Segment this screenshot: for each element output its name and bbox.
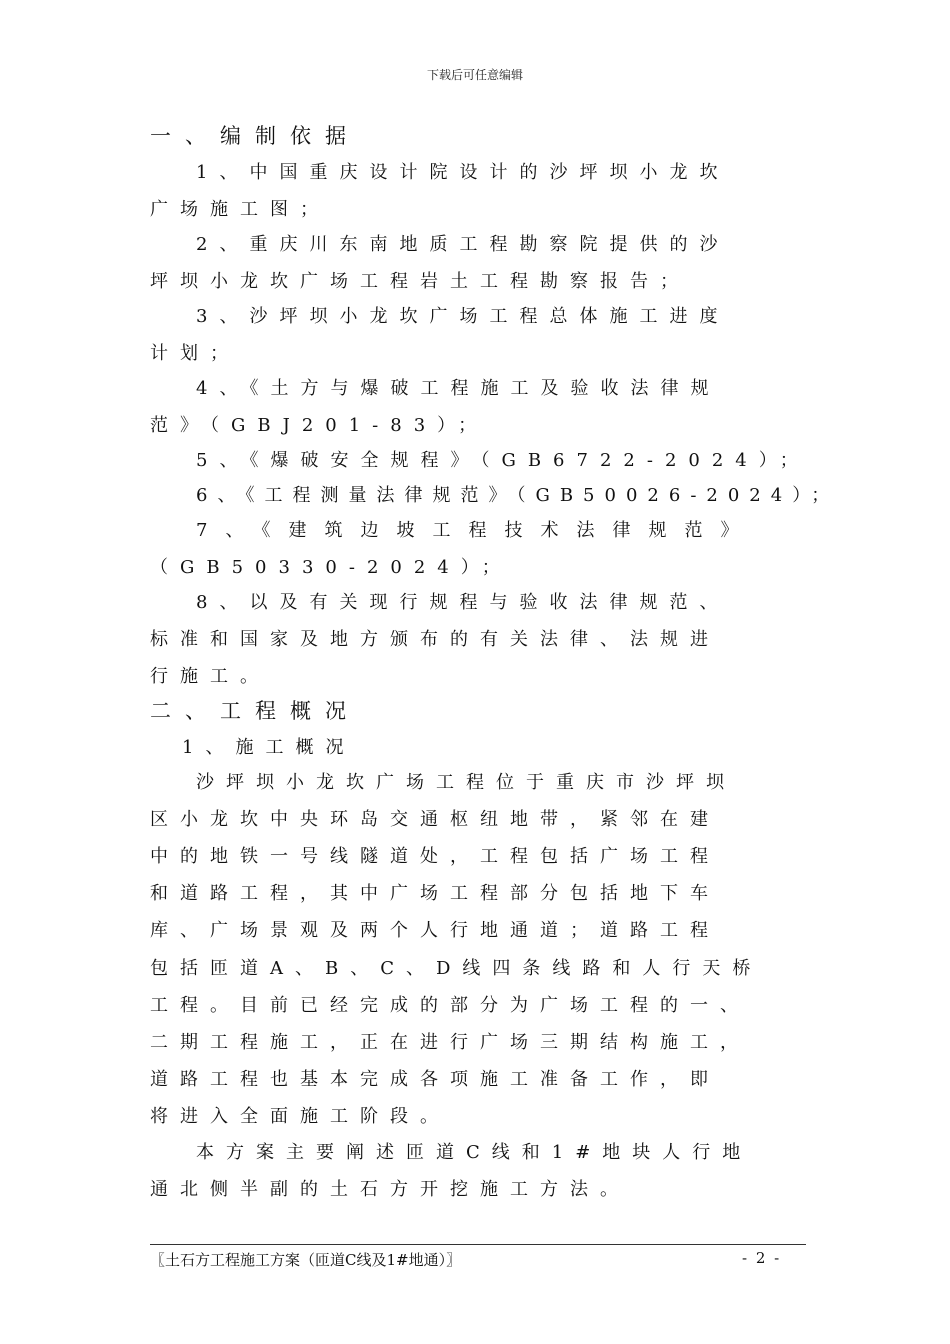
paragraph-line: （GB50330-2024）； bbox=[150, 557, 512, 578]
paragraph-line: 广场施工图； bbox=[150, 199, 330, 220]
paragraph-line: 道路工程也基本完成各项施工准备工作，即 bbox=[150, 1069, 720, 1090]
paragraph-line: 6、《工程测量法律规范》（GB50026-2024）； bbox=[196, 485, 840, 506]
paragraph-line: 库、广场景观及两个人行地通道；道路工程 bbox=[150, 920, 720, 941]
footer-title: 〖土石方工程施工方案（匝道C线及1#地通）〗 bbox=[150, 1251, 462, 1269]
section-heading: 一、编制依据 bbox=[150, 124, 360, 148]
paragraph-line: 范》（GBJ201-83）； bbox=[150, 415, 489, 436]
paragraph-line: 5、《爆破安全规程》（GB6722-2024）； bbox=[196, 450, 810, 471]
paragraph-line: 计划； bbox=[150, 343, 240, 364]
footer-divider bbox=[150, 1244, 806, 1245]
paragraph-line: 包括匝道A、B、C、D线四条线路和人行天桥 bbox=[150, 958, 763, 979]
paragraph-line: 坪坝小龙坎广场工程岩土工程勘察报告； bbox=[150, 271, 690, 292]
paragraph-line: 8、以及有关现行规程与验收法律规范、 bbox=[196, 592, 730, 613]
section-heading: 二、工程概况 bbox=[150, 699, 360, 723]
subsection-heading: 1、施工概况 bbox=[182, 737, 356, 758]
paragraph-line: 二期工程施工，正在进行广场三期结构施工， bbox=[150, 1032, 750, 1053]
paragraph-line: 和道路工程，其中广场工程部分包括地下车 bbox=[150, 883, 720, 904]
paragraph-line: 将进入全面施工阶段。 bbox=[150, 1106, 450, 1127]
paragraph-line: 中的地铁一号线隧道处，工程包括广场工程 bbox=[150, 846, 720, 867]
paragraph-line: 本方案主要阐述匝道C线和1#地块人行地 bbox=[196, 1142, 753, 1163]
paragraph-line: 沙坪坝小龙坎广场工程位于重庆市沙坪坝 bbox=[196, 772, 736, 793]
page-number: - 2 - bbox=[742, 1249, 782, 1267]
paragraph-line: 2、重庆川东南地质工程勘察院提供的沙 bbox=[196, 234, 730, 255]
paragraph-line: 3、沙坪坝小龙坎广场工程总体施工进度 bbox=[196, 306, 730, 327]
paragraph-line: 区小龙坎中央环岛交通枢纽地带，紧邻在建 bbox=[150, 809, 720, 830]
page-header: 下载后可任意编辑 bbox=[426, 68, 523, 82]
paragraph-line: 7、《建筑边坡工程技术法律规范》 bbox=[196, 520, 757, 541]
paragraph-line: 通北侧半副的土石方开挖施工方法。 bbox=[150, 1179, 630, 1200]
paragraph-line: 工程。目前已经完成的部分为广场工程的一、 bbox=[150, 995, 750, 1016]
paragraph-line: 行施工。 bbox=[150, 666, 270, 687]
paragraph-line: 4、《土方与爆破工程施工及验收法律规 bbox=[196, 378, 721, 399]
paragraph-line: 1、中国重庆设计院设计的沙坪坝小龙坎 bbox=[196, 162, 730, 183]
paragraph-line: 标准和国家及地方颁布的有关法律、法规进 bbox=[150, 629, 720, 650]
